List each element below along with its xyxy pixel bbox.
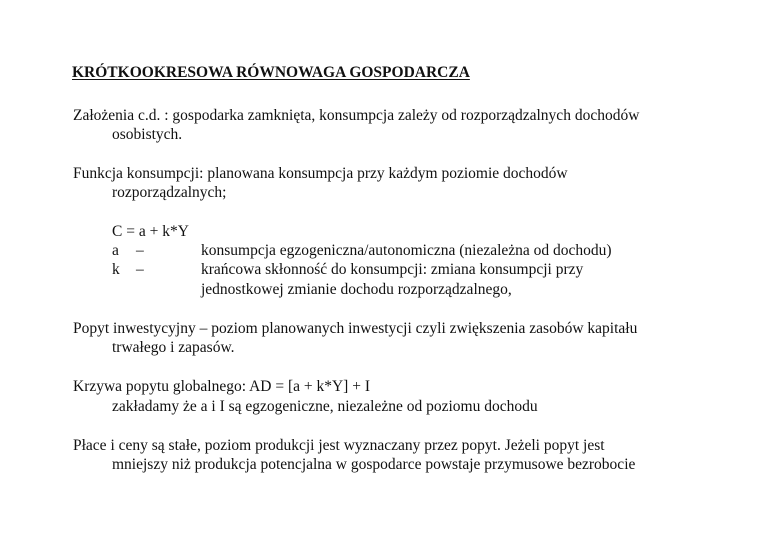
wages-prices-line-2: mniejszy niż produkcja potencjalna w gospodarce powstaje przymusowe bezrobocie — [112, 456, 636, 473]
investment-demand-line-2: trwałego i zapasów. — [112, 339, 235, 356]
aggregate-demand-line-1: Krzywa popytu globalnego: AD = [a + k*Y] + I — [73, 378, 370, 395]
term-a-definition: konsumpcja egzogeniczna/autonomiczna (niezależna od dochodu) — [201, 242, 612, 259]
wages-prices-line-1: Płace i ceny są stałe, poziom produkcji jest wyznaczany przez popyt. Jeżeli popyt jest — [73, 437, 605, 454]
term-k-symbol: k — [112, 261, 120, 278]
term-a-symbol: a — [112, 242, 119, 259]
assumptions-line-2: osobistych. — [112, 126, 183, 143]
term-k-dash: – — [136, 261, 144, 278]
term-k-definition-line-1: krańcowa skłonność do konsumpcji: zmiana konsumpcji przy — [201, 261, 584, 278]
consumption-formula: C = a + k*Y — [112, 223, 189, 240]
aggregate-demand-line-2: zakładamy że a i I są egzogeniczne, niezależne od poziomu dochodu — [112, 398, 538, 415]
consumption-function-line-2: rozporządzalnych; — [112, 184, 227, 201]
investment-demand-line-1: Popyt inwestycyjny – poziom planowanych inwestycji czyli zwiększenia zasobów kapitału — [73, 320, 638, 337]
term-a-dash: – — [136, 242, 144, 259]
term-k-definition-line-2: jednostkowej zmianie dochodu rozporządzalnego, — [201, 281, 512, 298]
consumption-function-line-1: Funkcja konsumpcji: planowana konsumpcja przy każdym poziomie dochodów — [73, 165, 568, 182]
page-title: KRÓTKOOKRESOWA RÓWNOWAGA GOSPODARCZA — [72, 64, 470, 81]
assumptions-line-1: Założenia c.d. : gospodarka zamknięta, konsumpcja zależy od rozporządzalnych dochodów — [73, 107, 640, 124]
